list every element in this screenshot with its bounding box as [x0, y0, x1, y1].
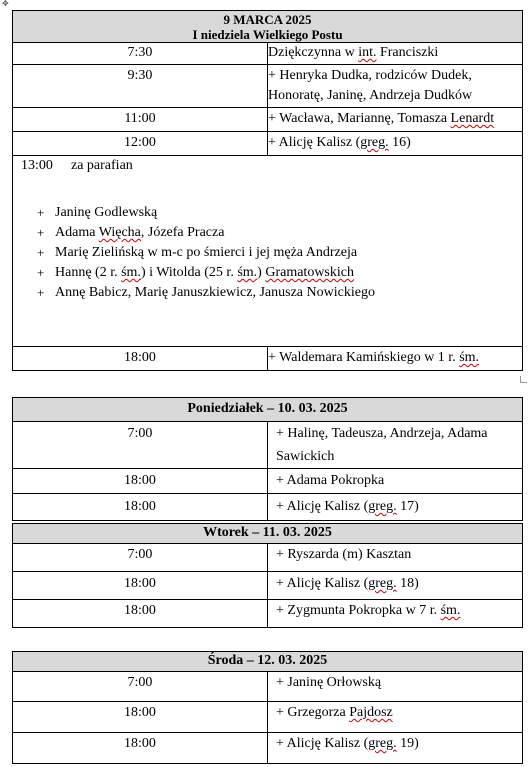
mass-intention: + Henryka Dudka, rodziców Dudek, Honoratę, Janinę, Andrzeja Dudków: [268, 65, 523, 108]
mass-intention: + Waldemara Kamińskiego w 1 r. śm.: [268, 347, 523, 371]
table-move-handle-icon[interactable]: ✥: [2, 0, 9, 8]
mass-time: 18:00: [13, 572, 268, 600]
table-row: [13, 43, 523, 65]
mass-time: 7:00: [13, 422, 268, 469]
list-item: + Marię Zielińską w m-c po śmierci i jej męża Andrzeja: [13, 243, 522, 263]
table-resize-marker-icon: [520, 376, 527, 383]
table-row: [13, 702, 523, 733]
mass-intention: + Zygmunta Pokropka w 7 r. śm.: [268, 600, 523, 628]
monday-schedule-table: [12, 397, 523, 521]
mass-intention: Dziękczynna w int. Franciszki: [268, 43, 523, 65]
mass-intention: + Janinę Orłowską: [268, 672, 523, 702]
monday-header: Poniedziałek – 10. 03. 2025: [13, 398, 523, 422]
tuesday-header: Wtorek – 11. 03. 2025: [13, 524, 523, 544]
mass-intention: + Halinę, Tadeusza, Andrzeja, Adama Sawickich: [268, 422, 523, 469]
table-row: [13, 672, 523, 702]
table-row: [13, 132, 523, 156]
sunday-date: 9 MARCA 2025: [223, 12, 312, 27]
mass-intention: + Alicję Kalisz (greg. 16): [268, 132, 523, 156]
table-row: [13, 347, 523, 371]
table-row: [13, 108, 523, 132]
table-row: [13, 544, 523, 572]
mass-intention: + Ryszarda (m) Kasztan: [268, 544, 523, 572]
table-row: [13, 422, 523, 469]
mass-intention: + Alicję Kalisz (greg. 17): [268, 494, 523, 521]
table-row: [13, 156, 523, 347]
sunday-header: [13, 11, 523, 43]
list-item: + Annę Babicz, Marię Januszkiewicz, Janusza Nowickiego: [13, 283, 522, 303]
table-row: [13, 65, 523, 108]
tuesday-schedule-table: [12, 523, 523, 628]
mass-time: 13:00: [21, 158, 53, 173]
mass-time: 18:00: [13, 469, 268, 494]
sunday-schedule-table: [12, 10, 523, 371]
list-item: + Hannę (2 r. śm.) i Witolda (25 r. śm.) Gramatowskich: [13, 263, 522, 283]
mass-time: 18:00: [13, 733, 268, 764]
table-row: [13, 600, 523, 628]
mass-time: 18:00: [13, 347, 268, 371]
mass-time: 12:00: [13, 132, 268, 156]
mass-time: 7:00: [13, 544, 268, 572]
wednesday-header: Środa – 12. 03. 2025: [13, 652, 523, 672]
mass-intention: za parafian: [71, 158, 133, 173]
mass-time: 9:30: [13, 65, 268, 108]
mass-intention: + Alicję Kalisz (greg. 18): [268, 572, 523, 600]
table-row: [13, 572, 523, 600]
mass-intention: + Wacława, Mariannę, Tomasza Lenardt: [268, 108, 523, 132]
list-item: + Adama Więcha, Józefa Pracza: [13, 223, 522, 243]
intention-list: [13, 203, 522, 303]
table-row: [13, 469, 523, 494]
wednesday-schedule-table: [12, 651, 523, 764]
mass-time: 18:00: [13, 494, 268, 521]
mass-time: 7:30: [13, 43, 268, 65]
mass-intention: + Alicję Kalisz (greg. 19): [268, 733, 523, 764]
sunday-subtitle: I niedziela Wielkiego Postu: [192, 27, 343, 42]
mass-intention: + Grzegorza Pajdosz: [268, 702, 523, 733]
mass-intention: + Adama Pokropka: [268, 469, 523, 494]
table-row: [13, 733, 523, 764]
mass-time: 18:00: [13, 702, 268, 733]
table-row: [13, 494, 523, 521]
mass-time: 18:00: [13, 600, 268, 628]
list-item: + Janinę Godlewską: [13, 203, 522, 223]
mass-intention-block: [13, 156, 523, 347]
mass-time: 11:00: [13, 108, 268, 132]
mass-time: 7:00: [13, 672, 268, 702]
